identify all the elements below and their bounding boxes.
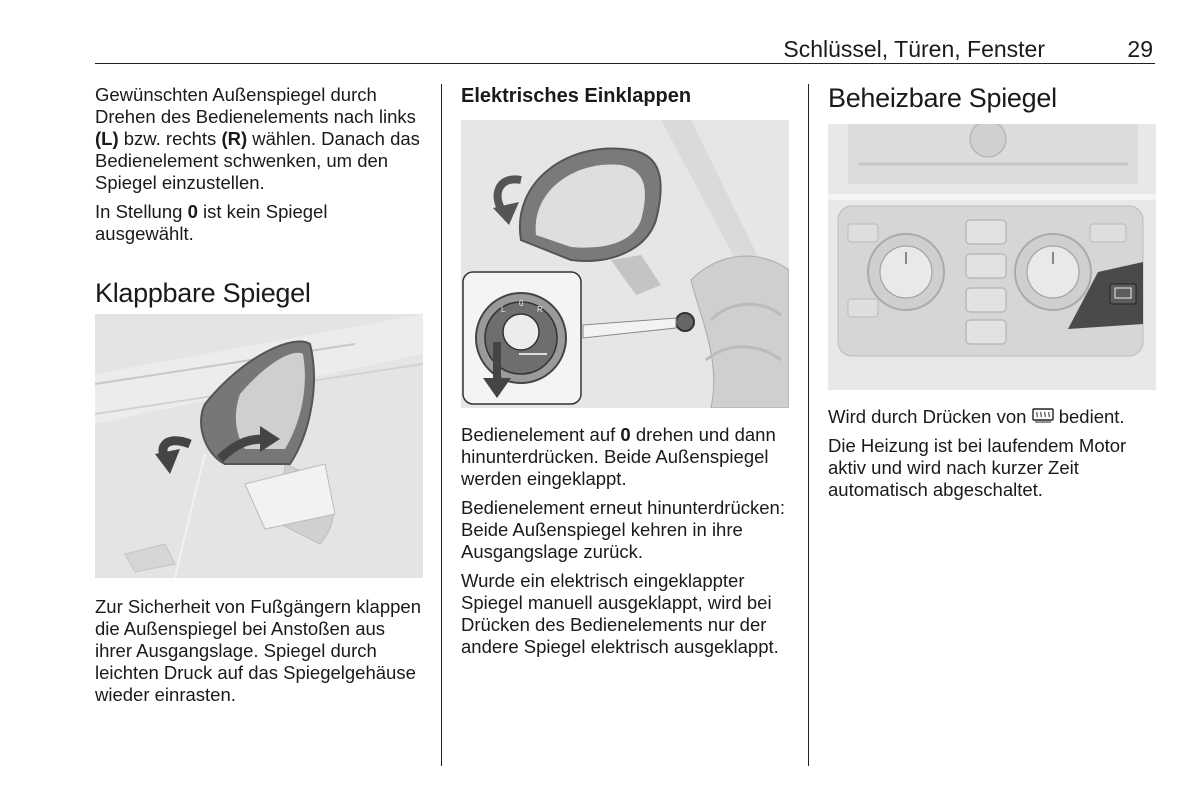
knob-label-0: 0 [519,299,524,308]
knob-label-l: L [501,305,506,314]
column-divider [441,84,442,766]
section-heading-heated-mirrors: Beheizbare Spiegel [828,83,1057,113]
column-middle [461,78,793,657]
heated-mirror-control-illustration [828,124,1156,390]
electric-folding-illustration [461,120,789,408]
column-left [95,78,425,705]
electric-folding-drawing [461,120,789,408]
section-heading-electric-folding: Elektrisches Einklappen [461,85,692,107]
page-header [95,28,1155,64]
label-left: (L) [95,128,119,149]
knob-label-r: R [537,305,543,314]
column-right [828,78,1158,500]
heated-mirror-icon [1032,408,1054,426]
chapter-title: Schlüssel, Türen, Fenster [783,36,1045,62]
climate-panel-drawing [828,124,1156,390]
mirror-selection-paragraph: Gewünschten Außenspiegel durch Drehen des Bedienelements nach links (L) bzw. rechts (R) wählen. Danach das Bedienelement schwenken, um den Spiegel einzustellen. [95,84,420,193]
heated-mirrors-paragraph-2: Die Heizung ist bei laufendem Motor aktiv und wird nach kurzer Zeit automatisch abgeschaltet. [828,435,1127,500]
electric-folding-paragraph-3: Wurde ein elektrisch eingeklappter Spiegel manuell ausgeklappt, wird bei Drücken des Bedienelements nur der andere Spiegel elektrisch ausgeklappt. [461,570,779,657]
electric-folding-paragraph-1: Bedienelement auf 0 drehen und dann hinunterdrücken. Beide Außenspiegel werden eingeklappt. [461,424,776,489]
position-zero-paragraph: In Stellung 0 ist kein Spiegel ausgewählt. [95,201,328,244]
section-heading-folding-mirrors: Klappbare Spiegel [95,278,311,308]
folding-mirrors-paragraph: Zur Sicherheit von Fußgängern klappen die Außenspiegel bei Anstoßen aus ihrer Ausgangslage. Spiegel durch leichten Druck auf das Spiegelgehäuse wieder einrasten. [95,596,421,705]
page-number: 29 [1127,36,1153,62]
column-divider [808,84,809,766]
electric-folding-paragraph-2: Bedienelement erneut hinunterdrücken: Beide Außenspiegel kehren in ihre Ausgangslage zurück. [461,497,785,562]
label-right: (R) [221,128,248,149]
folding-mirror-drawing [95,314,423,578]
folding-mirror-illustration [95,314,423,578]
heated-mirrors-paragraph-1: Wird durch Drücken von bedient. [828,406,1125,427]
